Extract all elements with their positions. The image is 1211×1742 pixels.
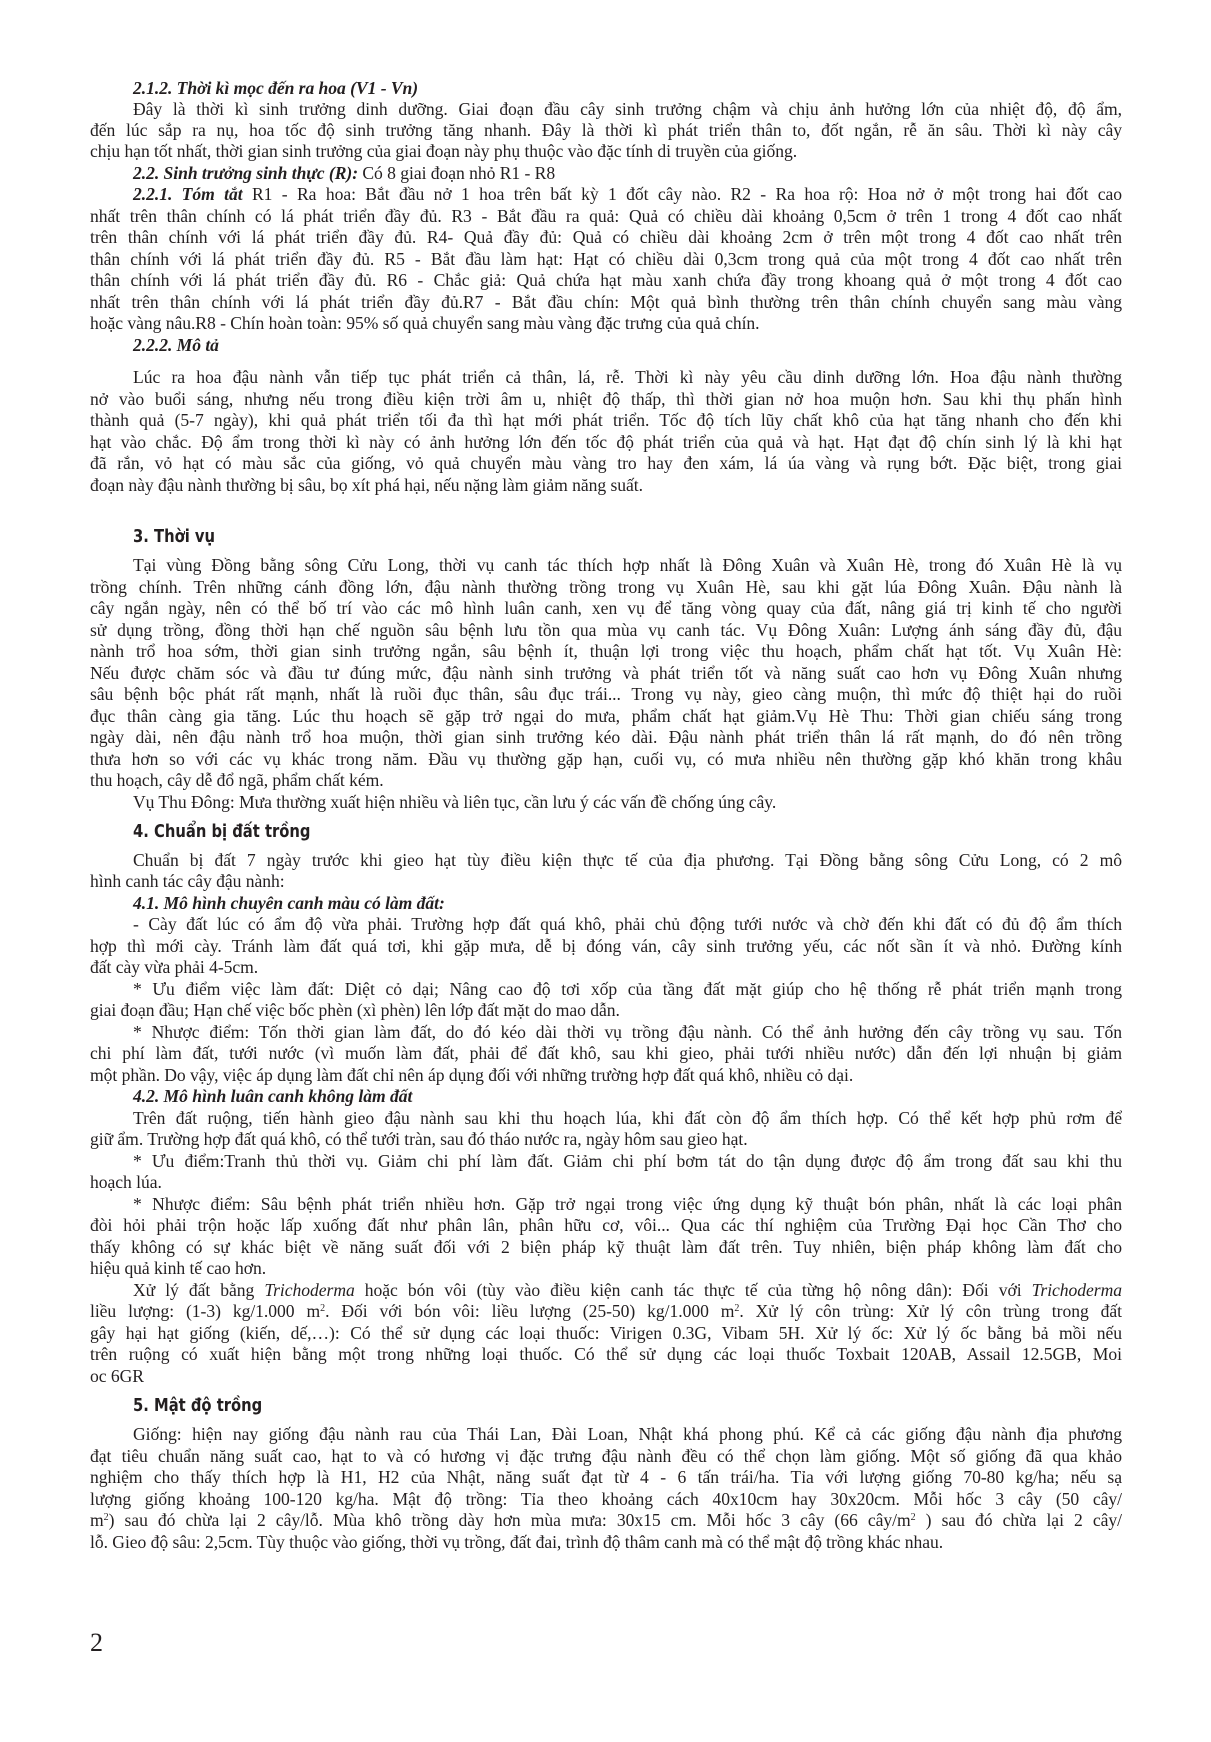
paragraph-line: nghiệm cho thấy thích hợp là H1, H2 của Nhật, năng suất đạt từ 4 - 6 tấn trái/ha. Tỉa với lượng giống 70-80 kg/ha; nếu sạ	[90, 1467, 1122, 1487]
species-name: Trichoderma	[264, 1280, 355, 1300]
paragraph-line: đạt tiêu chuẩn năng suất cao, hạt to và có hương vị đặc trưng đậu nành đều có thể chọn làm giống. Một số giống đã qua khảo	[90, 1446, 1122, 1466]
subheading-2-2	[133, 163, 1122, 184]
paragraph-text: . Xử lý côn trùng: Xử lý côn trùng trong đất	[739, 1301, 1122, 1321]
paragraph-line: Tại vùng Đồng bằng sông Cửu Long, thời vụ canh tác thích hợp nhất là Đông Xuân và Xuân Hè, trong đó Xuân Hè là vụ	[133, 555, 1122, 575]
paragraph-line: thưa hơn so với các vụ khác trong năm. Đầu vụ thường gặp hạn, cuối vụ, có mưa nhiều nên thường gặp khó khăn trong khâu	[90, 749, 1122, 769]
paragraph-line: chịu hạn tốt nhất, thời gian sinh trưởng của giai đoạn này phụ thuộc vào đặc tính di truyền của giống.	[90, 141, 798, 161]
paragraph-line: đục thân càng gia tăng. Lúc thu hoạch sẽ gặp trở ngại do mưa, phẩm chất hạt giảm.Vụ Hè Thu: Thời gian chiếu sáng trong	[90, 706, 1122, 726]
paragraph-line: * Ưu điểm:Tranh thủ thời vụ. Giảm chi phí làm đất. Giảm chi phí bơm tát do tận dụng được độ ẩm trong đất sau khi thu	[133, 1151, 1122, 1171]
paragraph-line: trên thân chính với lá phát triển đầy đủ. R4- Quả đầy đủ: Quả có chiều dài khoảng 2cm ở trên một trong 4 đốt cao nhất trên	[90, 227, 1122, 247]
paragraph-line	[133, 1280, 1122, 1301]
superscript: 2	[320, 1303, 326, 1314]
subheading-2-1-2	[133, 78, 1122, 99]
paragraph-line: Chuẩn bị đất 7 ngày trước khi gieo hạt tùy điều kiện thực tế của địa phương. Tại Đồng bằng sông Cửu Long, có 2 mô	[133, 850, 1122, 870]
paragraph-text: liều lượng: (1-3) kg/1.000 m	[90, 1301, 321, 1321]
paragraph-line: hoặc vàng nâu.R8 - Chín hoàn toàn: 95% số quả chuyển sang màu vàng đặc trưng của quả chín.	[90, 313, 760, 333]
paragraph-line	[90, 1510, 1122, 1531]
subheading-2-2-1	[133, 184, 1122, 205]
subheading-2-2-2	[133, 335, 1122, 356]
paragraph-line: đất cày vừa phải 4-5cm.	[90, 957, 259, 977]
subheading-text: 2.1.2. Thời kì mọc đến ra hoa (V1 - Vn)	[133, 78, 419, 98]
paragraph-line: Vụ Thu Đông: Mưa thường xuất hiện nhiều và liên tục, cần lưu ý các vấn đề chống úng cây.	[133, 792, 777, 812]
paragraph-text: m	[90, 1510, 104, 1530]
paragraph-line: hình canh tác cây đậu nành:	[90, 871, 285, 891]
paragraph-line: đã rắn, vỏ hạt có màu sắc của giống, vỏ quả chuyển màu vàng tro hay đen xám, lá úa vàng và rụng bớt. Đặc biệt, trong giai	[90, 453, 1122, 473]
paragraph-line: sâu bệnh bộc phát rất mạnh, nhất là ruồi đục thân, sâu đục trái... Trong vụ này, gieo càng muộn, thì mức độ thiệt hại do ruồi	[90, 684, 1122, 704]
paragraph-line: thân chính với lá phát triển đầy đủ. R5 - Bắt đầu làm hạt: Hạt có chiều dài 0,3cm trong quả của một trong 4 đốt cao nhất trên	[90, 249, 1122, 269]
paragraph-line: hạt vào chắc. Độ ẩm trong thời kì này có ảnh hưởng lớn đến tốc độ phát triển của quả và hạt. Hạt đạt độ chín sinh lý là khi hạt	[90, 432, 1122, 452]
paragraph-line: nhất trên thân chính có lá phát triển đầy đủ. R3 - Bắt đầu ra quả: Quả có chiều dài khoảng 0,5cm ở trên 1 trong 4 đốt cao nhất	[90, 206, 1122, 226]
paragraph-line: cây ngắn ngày, nên có thể bố trí vào các mô hình luân canh, xen vụ để tăng vòng quay của đất, nâng giá trị kinh tế cho người	[90, 598, 1122, 618]
paragraph-text: . Đối với bón vôi: liều lượng (25-50) kg/1.000 m	[325, 1301, 735, 1321]
paragraph-line: * Ưu điểm việc làm đất: Diệt cỏ dại; Nâng cao độ tơi xốp của tầng đất mặt giúp cho hệ thống rễ phát triển mạnh trong	[133, 979, 1122, 999]
paragraph-line: Giống: hiện nay giống đậu nành rau của Thái Lan, Đài Loan, Nhật khá phong phú. Kể cả các giống đậu nành địa phương	[133, 1424, 1122, 1444]
paragraph-line: nành trổ hoa sớm, thời gian sinh trưởng ngắn, sâu bệnh ít, thuận lợi trong việc thu hoạch, phẩm chất hạt tốt. Vụ Xuân Hè:	[90, 641, 1122, 661]
paragraph-line: Trên đất ruộng, tiến hành gieo đậu nành sau khi thu hoạch lúa, khi đất còn độ ẩm thích hợp. Có thể kết hợp phủ rơm để	[133, 1108, 1122, 1128]
paragraph-line: giai đoạn đầu; Hạn chế việc bốc phèn (xì phèn) lên lớp đất mặt do mao dẫn.	[90, 1000, 620, 1020]
subheading-text: 2.2.1. Tóm tắt	[133, 184, 243, 204]
subheading-text: 2.2.2. Mô tả	[133, 335, 219, 355]
superscript: 2	[910, 1512, 916, 1523]
paragraph-line: gây hại hạt giống (kiến, dế,…): Có thể sử dụng các loại thuốc: Virigen 0.3G, Vibam 5H. Xử lý ốc: Xử lý ốc bằng bả mồi nếu	[90, 1323, 1122, 1343]
section-heading-3: 3. Thời vụ	[133, 526, 216, 547]
paragraph-line: thân chính với lá phát triển đầy đủ. R6 - Chắc giả: Quả chứa hạt màu xanh chứa đầy trong khoang quả ở một trong 4 đốt cao	[90, 270, 1122, 290]
section-heading-4: 4. Chuẩn bị đất trồng	[133, 821, 311, 842]
subheading-text: 4.2. Mô hình luân canh không làm đất	[133, 1086, 413, 1106]
paragraph-line: ngày dài, nên đậu nành trổ hoa muộn, thời gian sinh trưởng kéo dài. Đậu nành phát triển thân lá rất mạnh, do đó nên trồng	[90, 727, 1122, 747]
paragraph-line: đòi hỏi phải trộn hoặc lấp xuống đất như phân lân, phân hữu cơ, vôi... Qua các thí nghiệm của Trường Đại học Cần Thơ cho	[90, 1215, 1122, 1235]
subheading-text: 2.2. Sinh trưởng sinh thực (R):	[133, 163, 359, 183]
paragraph-line: hiệu quả kinh tế cao hơn.	[90, 1258, 267, 1278]
subheading-text: 4.1. Mô hình chuyên canh màu có làm đất:	[133, 893, 445, 913]
paragraph-text: ) sau đó chừa lại 2 cây/	[915, 1510, 1122, 1530]
paragraph-line: một phần. Do vậy, việc áp dụng làm đất chỉ nên áp dụng đối với những trường hợp đất quá khô, nhiều cỏ dại.	[90, 1065, 854, 1085]
paragraph-text: Có 8 giai đoạn nhỏ R1 - R8	[358, 163, 556, 183]
paragraph-line: Lúc ra hoa đậu nành vẫn tiếp tục phát triển cả thân, lá, rễ. Thời kì này yêu cầu dinh dưỡng lớn. Hoa đậu nành thường	[133, 367, 1122, 387]
paragraph-line: trên ruộng có xuất hiện bằng một trong những loại thuốc. Có thể sử dụng các loại thuốc Toxbait 120AB, Assail 12.5GB, Moi	[90, 1344, 1122, 1364]
page-number: 2	[90, 1628, 103, 1657]
paragraph-text: Xử lý đất bằng	[133, 1280, 265, 1300]
paragraph-line: nhất trên thân chính với lá phát triển đầy đủ.R7 - Bắt đầu chín: Một quả bình thường trên thân chính chuyển sang màu vàng	[90, 292, 1122, 312]
superscript: 2	[734, 1303, 740, 1314]
paragraph-line: Nếu được chăm sóc và đầu tư đúng mức, đậu nành sinh trưởng và phát triển tốt và năng suất cao hơn vụ Đông Xuân nhưng	[90, 663, 1122, 683]
superscript: 2	[103, 1512, 109, 1523]
paragraph-line: giữ ẩm. Trường hợp đất quá khô, có thể tưới tràn, sau đó tháo nước ra, ngày hôm sau gieo hạt.	[90, 1129, 748, 1149]
species-name: Trichoderma	[1031, 1280, 1122, 1300]
subheading-4-2	[133, 1086, 1122, 1107]
paragraph-text: R1 - Ra hoa: Bắt đầu nở 1 hoa trên bất kỳ 1 đốt cây nào. R2 - Ra hoa rộ: Hoa nở ở một trong hai đốt cao	[242, 184, 1122, 204]
paragraph-line: * Nhược điểm: Tốn thời gian làm đất, do đó kéo dài thời vụ trồng đậu nành. Có thể ảnh hưởng đến cây trồng vụ sau. Tốn	[133, 1022, 1122, 1042]
paragraph-text: hoặc bón vôi (tùy vào điều kiện canh tác thực tế của từng hộ nông dân): Đối với	[354, 1280, 1032, 1300]
paragraph-line: lượng giống khoảng 100-120 kg/ha. Mật độ trồng: Tỉa theo khoảng cách 40x10cm hay 30x20cm. Mỗi hốc 3 cây (50 cây/	[90, 1489, 1122, 1509]
paragraph-line: chi phí làm đất, tưới nước (vì muốn làm đất, phải để đất khô, sau khi gieo, phải tưới nhiều nước) dẫn đến lợi nhuận bị giảm	[90, 1043, 1122, 1063]
paragraph-line: hoạch lúa.	[90, 1172, 162, 1192]
paragraph-line: lỗ. Gieo độ sâu: 2,5cm. Tùy thuộc vào giống, thời vụ trồng, đất đai, trình độ thâm canh mà có thể mật độ trồng khác nhau.	[90, 1532, 944, 1552]
subheading-4-1	[133, 893, 1122, 914]
paragraph-line: trồng chính. Trên những cánh đồng lớn, đậu nành thường trồng trong vụ Xuân Hè, sau khi gặt lúa Đông Xuân. Đậu nành là	[90, 577, 1122, 597]
paragraph-line: sử dụng trồng, đồng thời hạn chế nguồn sâu bệnh lưu tồn qua mùa vụ canh tác. Vụ Đông Xuân: Lượng ánh sáng đầy đủ, đậu	[90, 620, 1122, 640]
paragraph-text: ) sau đó chừa lại 2 cây/lỗ. Mùa khô trồng dày hơn mùa mưa: 30x15 cm. Mỗi hốc 3 cây (66 cây/m	[108, 1510, 911, 1530]
paragraph-line: hợp thì mới cày. Tránh làm đất quá tơi, khi gặp mưa, dễ bị đóng ván, cây sinh trưởng yếu, các nốt sần ít và nhỏ. Đường kính	[90, 936, 1122, 956]
paragraph-line: thu hoạch, cây dễ đổ ngã, phẩm chất kém.	[90, 770, 384, 790]
paragraph-line: * Nhược điểm: Sâu bệnh phát triển nhiều hơn. Gặp trở ngại trong việc ứng dụng kỹ thuật bón phân, nhất là các loại phân	[133, 1194, 1122, 1214]
paragraph-line: oc 6GR	[90, 1366, 144, 1386]
paragraph-line: Đây là thời kì sinh trưởng dinh dưỡng. Giai đoạn đầu cây sinh trưởng chậm và chịu ảnh hưởng lớn của nhiệt độ, độ ẩm,	[133, 99, 1122, 119]
paragraph-line: - Cày đất lúc có ẩm độ vừa phải. Trường hợp đất quá khô, phải chủ động tưới nước và chờ đến khi đất có đủ độ ẩm thích	[133, 914, 1122, 934]
paragraph-line: đoạn này đậu nành thường bị sâu, bọ xít phá hại, nếu nặng làm giảm năng suất.	[90, 475, 643, 495]
paragraph-line	[90, 1301, 1122, 1322]
section-heading-5: 5. Mật độ trồng	[133, 1395, 263, 1416]
paragraph-line: thấy không có sự khác biệt về năng suất đối với 2 biện pháp kỹ thuật làm đất trên. Tuy nhiên, biện pháp không làm đất cho	[90, 1237, 1122, 1257]
paragraph-line: đến lúc sắp ra nụ, hoa tốc độ sinh trưởng tăng nhanh. Đây là thời kì phát triển thân to, đốt ngắn, rễ ăn sâu. Thời kì này cây	[90, 120, 1122, 140]
paragraph-line: nở vào buổi sáng, nhưng nếu trong điều kiện trời âm u, nhiệt độ thấp, thì thời gian nở hoa muộn hơn. Sau khi thụ phấn hình	[90, 389, 1122, 409]
paragraph-line: thành quả (5-7 ngày), khi quả phát triển tối đa thì hạt mới phát triển. Tốc độ tích lũy chất khô của hạt tăng nhanh cho đến khi	[90, 410, 1122, 430]
